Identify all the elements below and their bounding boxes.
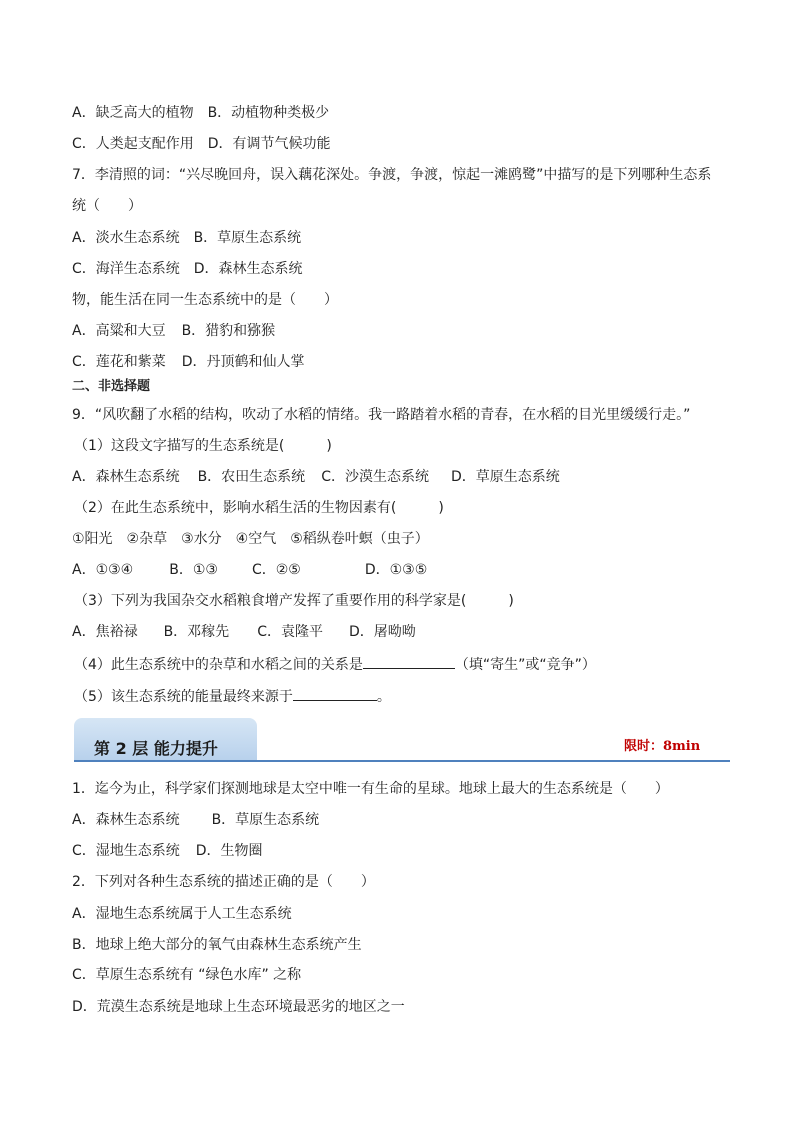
q9-1-option-c: C．沙漠生态系统: [321, 469, 429, 485]
q9-2-option-b: B．①③: [169, 562, 218, 578]
p2-q1-options-row2: [72, 842, 263, 860]
q7-options-row2: [72, 260, 303, 278]
q9-sub5: [74, 686, 391, 706]
q9-5-text: （5）该生态系统的能量最终来源于: [74, 689, 293, 705]
p2-q2-option-c: C．草原生态系统有 “绿色水库” 之称: [72, 967, 302, 983]
q7-stem-line2: 统（ ）: [72, 198, 142, 214]
q6-options-row2: [72, 135, 331, 153]
q9-stem: 9．“风吹翻了水稻的结构，吹动了水稻的情绪。我一路踏着水稻的青春，在水稻的目光里缓缓行走。”: [72, 407, 691, 423]
q7-options-row1: [72, 229, 301, 247]
q8-options-row2: [72, 353, 305, 371]
p2-q2-option-b: B．地球上绝大部分的氧气由森林生态系统产生: [72, 937, 362, 953]
q9-1-option-a: A．森林生态系统: [72, 469, 180, 485]
q9-1-option-d: D．草原生态系统: [450, 469, 560, 485]
q8-option-a: A．高粱和大豆: [72, 323, 166, 339]
p2-q1-option-b: B．草原生态系统: [211, 812, 320, 828]
q9-3-option-d: D．屠呦呦: [348, 624, 416, 640]
q9-sub2-options: [72, 561, 427, 579]
q6-options-row1: [72, 104, 329, 122]
q9-sub1: （1）这段文字描写的生态系统是( ): [74, 438, 332, 454]
q7-option-d: D．森林生态系统: [193, 261, 303, 277]
q6-option-a: A．缺乏高大的植物: [72, 105, 194, 121]
q9-3-option-c: C．袁隆平: [257, 624, 323, 640]
q8-option-b: B．猎豹和猕猴: [181, 323, 276, 339]
time-limit: 限时：8min: [624, 739, 701, 754]
banner-divider: [74, 760, 730, 762]
q9-sub2-items: ①阳光 ②杂草 ③水分 ④空气 ⑤稻纵卷叶螟（虫子）: [72, 531, 429, 547]
q9-4-text: （4）此生态系统中的杂草和水稻之间的关系是: [74, 657, 363, 673]
level-title: 第 2 层 能力提升: [94, 739, 218, 758]
q6-option-d: D．有调节气候功能: [207, 136, 331, 152]
q9-5-end: 。: [376, 689, 391, 705]
q7-option-a: A．淡水生态系统: [72, 230, 180, 246]
p2-q2-stem: 2．下列对各种生态系统的描述正确的是（ ）: [72, 874, 375, 890]
q9-4-hint: （填“寄生”或“竞争”）: [454, 657, 596, 673]
q9-3-option-a: A．焦裕禄: [72, 624, 138, 640]
q6-option-b: B．动植物种类极少: [207, 105, 330, 121]
p2-q2-option-a: A．湿地生态系统属于人工生态系统: [72, 906, 292, 922]
q9-sub4: [74, 654, 596, 674]
q9-1-option-b: B．农田生态系统: [197, 469, 306, 485]
p2-q1-options-row1: [72, 811, 319, 829]
p2-q1-option-c: C．湿地生态系统: [72, 843, 180, 859]
p2-q1-option-d: D．生物圈: [195, 843, 263, 859]
q7-option-b: B．草原生态系统: [193, 230, 302, 246]
q9-2-option-d: D．①③⑤: [364, 562, 428, 578]
q8-option-c: C．莲花和紫菜: [72, 354, 166, 370]
section-heading: 二、非选择题: [72, 379, 151, 394]
q6-option-c: C．人类起支配作用: [72, 136, 194, 152]
q7-option-c: C．海洋生态系统: [72, 261, 180, 277]
q9-sub1-options: [72, 468, 560, 486]
p2-q1-option-a: A．森林生态系统: [72, 812, 180, 828]
q9-4-answer-blank[interactable]: [363, 654, 455, 669]
q9-2-option-c: C．②⑤: [251, 562, 301, 578]
p2-q1-stem: 1．迄今为止，科学家们探测地球是太空中唯一有生命的星球。地球上最大的生态系统是（ ）: [72, 781, 669, 797]
p2-q2-option-d: D．荒漠生态系统是地球上生态环境最恶劣的地区之一: [72, 999, 405, 1015]
q9-sub3-options: [72, 623, 416, 641]
q9-2-option-a: A．①③④: [72, 562, 134, 578]
q7-stem-line1: 7．李清照的词：“兴尽晚回舟，误入藕花深处。争渡，争渡，惊起一滩鸥鹭”中描写的是下列哪种生态系: [72, 167, 712, 183]
q8-stem: 物，能生活在同一生态系统中的是（ ）: [72, 292, 338, 308]
q9-3-option-b: B．邓稼先: [163, 624, 230, 640]
q8-option-d: D．丹顶鹤和仙人掌: [181, 354, 305, 370]
q9-sub2: （2）在此生态系统中，影响水稻生活的生物因素有( ): [74, 500, 444, 516]
q9-sub3: （3）下列为我国杂交水稻粮食增产发挥了重要作用的科学家是( ): [74, 593, 514, 609]
q8-options-row1: [72, 322, 275, 340]
q9-5-answer-blank[interactable]: [293, 686, 377, 701]
